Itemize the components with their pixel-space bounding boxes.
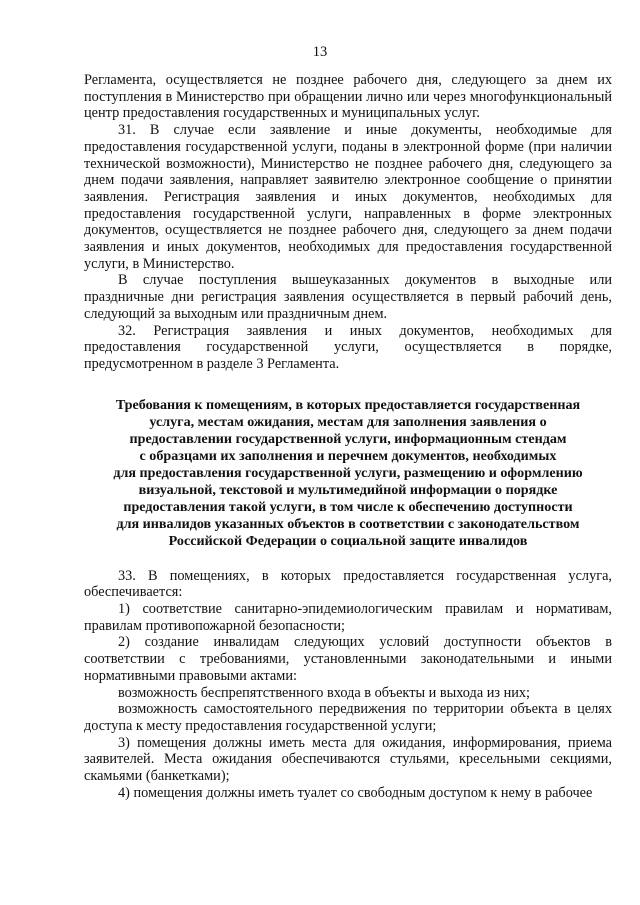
section-heading-line: услуга, местам ожидания, местам для заполнения заявления о <box>149 413 547 430</box>
section-heading-line: предоставления такой услуги, в том числе к обеспечению доступности <box>123 498 573 515</box>
section-heading-line: Российской Федерации о социальной защите инвалидов <box>168 532 528 549</box>
page-number: 13 <box>312 44 328 60</box>
paragraph-top-3: В случае поступления вышеуказанных документов в выходные или праздничные дни регистрация заявления осуществляется в первый рабочий день, следующий за выходным или праздничным днем. <box>84 272 612 322</box>
paragraph-bottom-3: 2) создание инвалидам следующих условий доступности объектов в соответствии с требованиями, установленными законодательными и иными нормативными правовыми актами: <box>84 634 612 684</box>
paragraphs-bottom <box>84 568 612 802</box>
paragraph-bottom-6: 3) помещения должны иметь места для ожидания, информирования, приема заявителей. Места ожидания обеспечиваются стульями, кресельными секциями, скамьями (банкетками); <box>84 734 612 785</box>
section-heading-line: с образцами их заполнения и перечнем документов, необходимых <box>139 447 557 464</box>
paragraph-bottom-2: 1) соответствие санитарно-эпидемиологическим правилам и нормативам, правилам противопожарной безопасности; <box>84 601 612 634</box>
section-heading-line: для инвалидов указанных объектов в соответствии с законодательством <box>116 515 580 532</box>
paragraph-bottom-7: 4) помещения должны иметь туалет со свободным доступом к нему в рабочее <box>118 784 593 801</box>
paragraph-top-1: Регламента, осуществляется не позднее рабочего дня, следующего за днем их поступления в Министерство при обращении лично или через многофункциональный центр предоставления государственных и муниципальных услуг. <box>84 72 612 122</box>
paragraph-top-4: 32. Регистрация заявления и иных документов, необходимых для предоставления государственной услуги, осуществляется в порядке, предусмотренном в разделе 3 Регламента. <box>84 322 612 372</box>
paragraphs-top <box>84 72 612 373</box>
section-heading <box>84 397 612 550</box>
paragraph-bottom-1: 33. В помещениях, в которых предоставляется государственная услуга, обеспечивается: <box>84 567 612 601</box>
section-heading-line: визуальной, текстовой и мультимедийной информации о порядке <box>138 481 558 498</box>
paragraph-bottom-5: возможность самостоятельного передвижения по территории объекта в целях доступа к месту предоставления государственной услуги; <box>84 701 612 734</box>
section-heading-line: для предоставления государственной услуги, размещению и оформлению <box>113 464 583 481</box>
paragraph-top-2: 31. В случае если заявление и иные документы, необходимые для предоставления государственной услуги, поданы в электронной форме (при наличии технической возможности), Министерство не позднее рабочего дня, следующего за днем подачи заявления, направляет заявителю электронное сообщение о принятии заявления. Регистрация заявления и иных документов, необходимых для предоставления государственной услуги, направленных в форме электронных документов, осуществляется не позднее рабочего дня, следующего за днем подачи заявления и иных документов, необходимых для предоставления государственной услуги, в Министерство. <box>84 122 612 272</box>
paragraph-bottom-4: возможность беспрепятственного входа в объекты и выхода из них; <box>118 684 531 701</box>
section-heading-line: предоставлении государственной услуги, информационным стендам <box>129 430 567 447</box>
document-body <box>84 72 612 802</box>
section-heading-line: Требования к помещениям, в которых предоставляется государственная <box>115 396 581 413</box>
